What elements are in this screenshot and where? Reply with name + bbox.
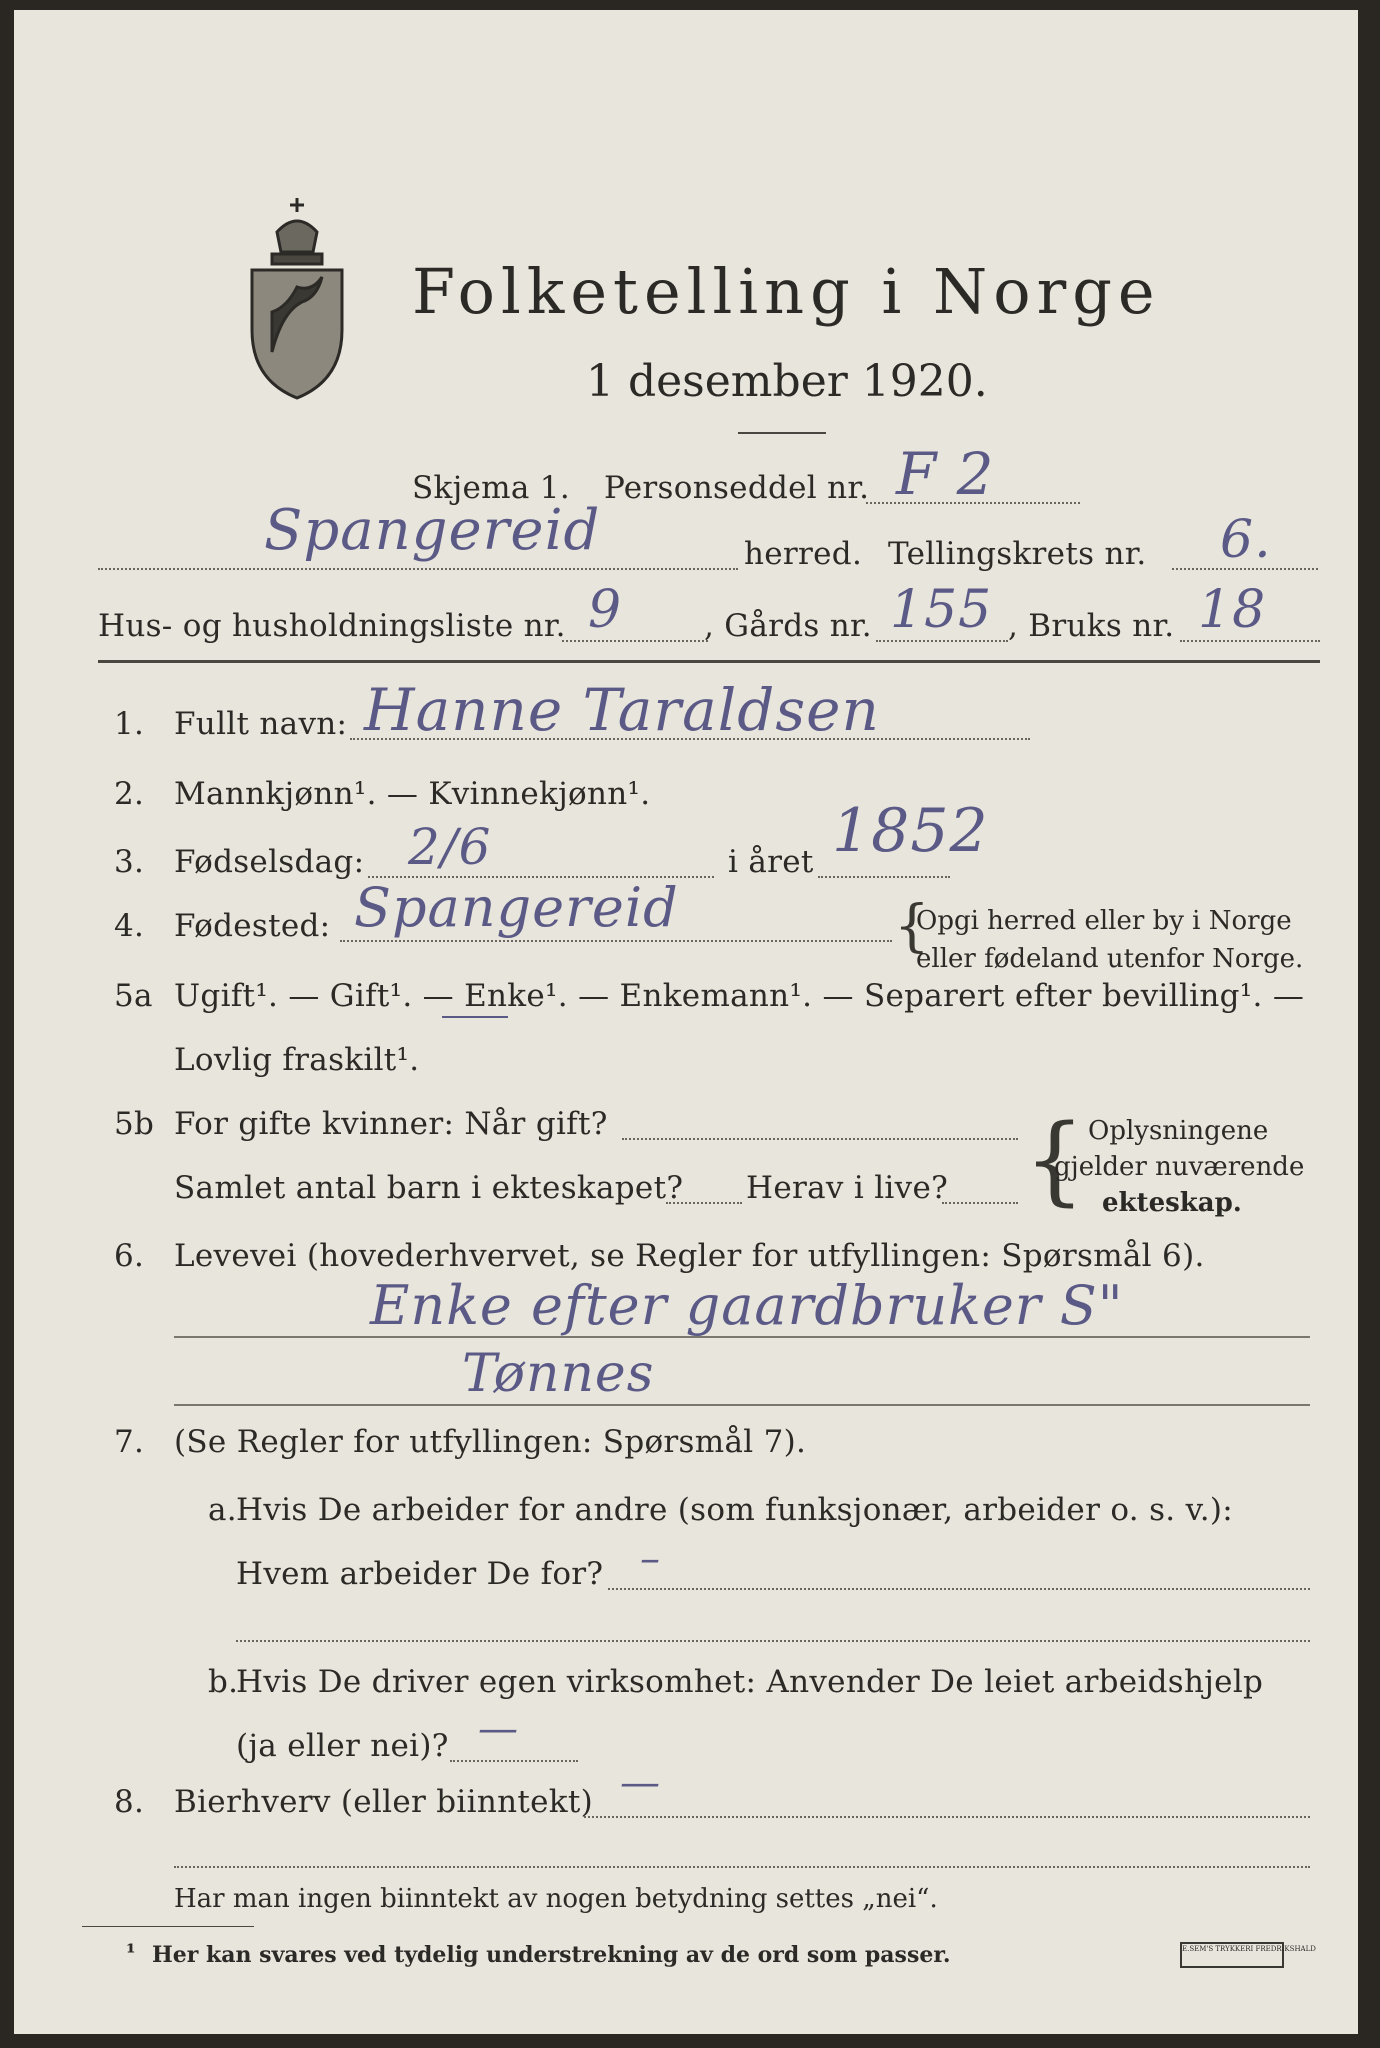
q4-label: Fødested: [174,908,331,944]
q5a-number: 5a [114,978,153,1014]
q7b-value[interactable]: — [478,1706,519,1752]
q8-number: 8. [114,1784,145,1820]
bruks-line [1180,640,1320,642]
q4-number: 4. [114,908,145,944]
q8-answer-line [584,1816,1310,1818]
q3-year-label: i året [728,844,814,880]
q3-day-value[interactable]: 2/6 [408,818,492,876]
q5b-note-line1: Oplysningene [1088,1116,1269,1146]
q3-year-line [818,876,950,878]
q2-number: 2. [114,776,145,812]
q1-label: Fullt navn: [174,706,348,742]
census-form [14,10,1358,2034]
footnote-mark: ¹ [126,1940,136,1966]
husliste-value[interactable]: 9 [588,580,623,640]
q7-label: (Se Regler for utfyllingen: Spørsmål 7). [174,1424,807,1460]
q7a-line1: Hvis De arbeider for andre (som funksjonær, arbeider o. s. v.): [236,1492,1234,1528]
q7a-number: a. [208,1492,237,1528]
personseddel-label: Personseddel nr. [604,470,870,506]
q5b-line1: For gifte kvinner: Når gift? [174,1106,608,1142]
q1-number: 1. [114,706,145,742]
herred-label: herred. [744,536,863,572]
header-divider [98,660,1320,663]
q6-number: 6. [114,1238,145,1274]
husliste-line [562,640,708,642]
q5b-gift-line [622,1138,1018,1140]
husliste-label: Hus- og husholdningsliste nr. [98,608,566,644]
q7a-answer-line [608,1588,1310,1590]
q2-label: Mannkjønn¹. — Kvinnekjønn¹. [174,776,651,812]
personseddel-value[interactable]: F 2 [896,440,995,508]
q6-label: Levevei (hovederhvervet, se Regler for utfyllingen: Spørsmål 6). [174,1238,1205,1274]
footnote-divider [82,1926,254,1927]
title-divider [738,432,826,434]
gards-label: , Gårds nr. [704,608,872,644]
q6-value-line2[interactable]: Tønnes [462,1344,655,1404]
q8-note: Har man ingen biinntekt av nogen betydning settes „nei“. [174,1884,938,1914]
bruks-label: , Bruks nr. [1008,608,1175,644]
q5b-note-brace: { [1024,1104,1086,1216]
q1-value[interactable]: Hanne Taraldsen [364,676,880,744]
q4-note-brace: { [894,894,930,959]
q7b-line1: Hvis De driver egen virksomhet: Anvender De leiet arbeidshjelp [236,1664,1264,1700]
herred-line [98,568,738,570]
q8-answer-line2 [174,1866,1310,1868]
q4-note-line2: eller fødeland utenfor Norge. [916,944,1304,974]
q7-number: 7. [114,1424,145,1460]
q5a-line1: Ugift¹. — Gift¹. — Enke¹. — Enkemann¹. — Separert efter bevilling¹. — [174,978,1305,1014]
gards-line [876,640,1008,642]
herred-value[interactable]: Spangereid [264,498,601,563]
q5b-line2a: Samlet antal barn i ekteskapet? [174,1170,684,1206]
q5b-note-line2: gjelder nuværende [1054,1152,1305,1182]
q7a-answer-line2 [236,1640,1310,1642]
form-date: 1 desember 1920. [586,356,988,407]
q3-year-value[interactable]: 1852 [832,796,989,866]
coat-of-arms-icon [242,192,352,402]
q8-label: Bierhverv (eller biinntekt) [174,1784,594,1820]
q5b-barn-line [666,1202,742,1204]
bruks-value[interactable]: 18 [1198,580,1267,640]
tellingskrets-value[interactable]: 6. [1220,510,1272,570]
q4-value[interactable]: Spangereid [354,876,679,939]
q7b-answer-line [450,1760,578,1762]
printer-stamp-text: E.SEM'S TRYKKERI FREDRIKSHALD [1182,1945,1316,1953]
q5b-live-line [942,1202,1018,1204]
q5b-number: 5b [114,1106,155,1142]
q7b-number: b. [208,1664,239,1700]
q6-line2 [174,1404,1310,1406]
q5a-line2: Lovlig fraskilt¹. [174,1042,420,1078]
q6-value-line1[interactable]: Enke efter gaardbruker S" [370,1274,1124,1337]
q5b-note-line3: ekteskap. [1102,1188,1242,1218]
form-title: Folketelling i Norge [412,255,1161,328]
q5b-line2b: Herav i live? [746,1170,949,1206]
q7a-value[interactable]: – [640,1536,661,1582]
q5a-enke-underline [442,1016,508,1018]
q4-line [340,940,892,942]
q8-value[interactable]: — [620,1760,661,1806]
gards-value[interactable]: 155 [890,580,993,640]
schema-label: Skjema 1. [412,470,570,506]
footnote-text: Her kan svares ved tydelig understrekning av de ord som passer. [152,1942,951,1968]
q3-number: 3. [114,844,145,880]
q3-label: Fødselsdag: [174,844,365,880]
q4-note-line1: Opgi herred eller by i Norge [916,906,1292,936]
tellingskrets-label: Tellingskrets nr. [888,536,1147,572]
q7b-line2: (ja eller nei)? [236,1728,449,1764]
printer-stamp [1180,1942,1316,1968]
q7a-line2: Hvem arbeider De for? [236,1556,604,1592]
